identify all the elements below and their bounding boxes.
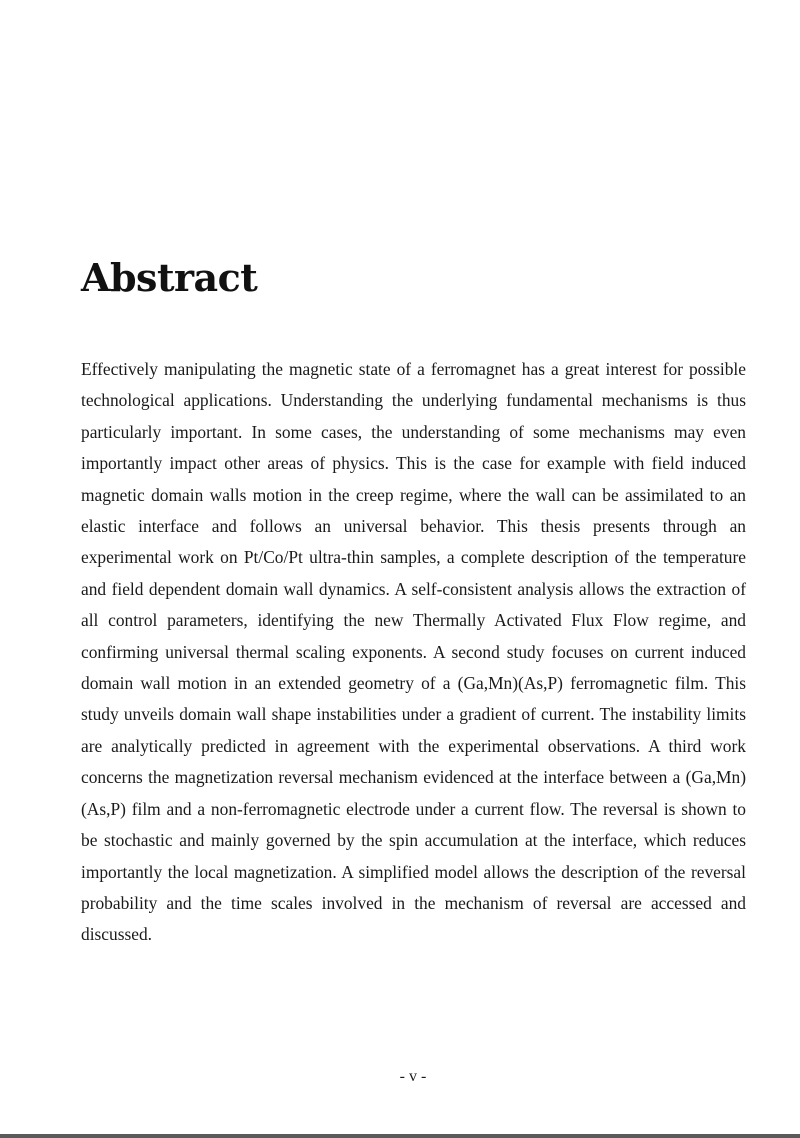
page-number: - v - [399, 1068, 427, 1085]
abstract-paragraph: Effectively manipulating the magnetic state of a ferromagnet has a great interest for possible technological applications. Understanding the underlying fundamental mechanisms is thus particularly important. In some cases, the understanding of some mechanisms may even importantly impact other areas of physics. This is the case for example with field induced magnetic domain walls motion in the creep regime, where the wall can be assimilated to an elastic interface and follows an universal behavior. This thesis presents through an experimental work on Pt/Co/Pt ultra-thin samples, a complete description of the temperature and field dependent domain wall dynamics. A self-consistent analysis allows the extraction of all control parameters, identifying the new Thermally Activated Flux Flow regime, and confirming universal thermal scaling exponents. A second study focuses on current induced domain wall motion in an extended geometry of a (Ga,Mn)(As,P) ferromagnetic film. This study unveils domain wall shape instabilities under a gradient of current. The instability limits are analytically predicted in agreement with the experimental observations. A third work concerns the magnetization reversal mechanism evidenced at the interface between a (Ga,Mn)(As,P) film and a non-ferromagnetic electrode under a current flow. The reversal is shown to be stochastic and mainly governed by the spin accumulation at the interface, which reduces importantly the local magnetization. A simplified model allows the description of the reversal probability and the time scales involved in the mechanism of reversal are accessed and discussed. [81, 359, 746, 945]
page-bottom-edge [0, 1134, 800, 1138]
section-heading: Abstract [81, 255, 258, 300]
